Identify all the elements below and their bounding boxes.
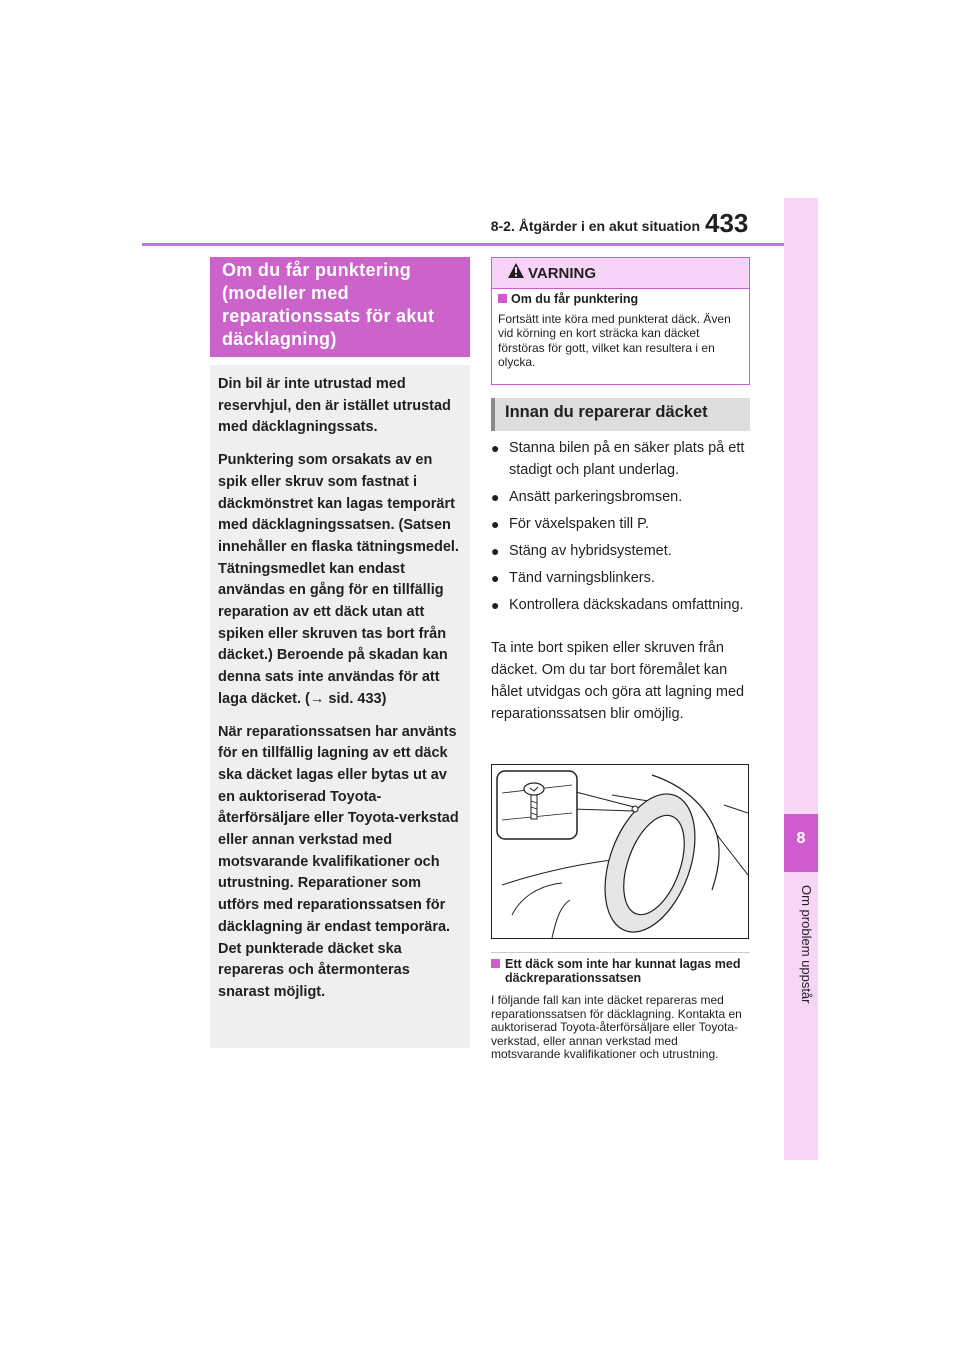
note-text: I följande fall kan inte däcket repareras med reparationssatsen för däcklagning. Kontakta en auktoriserad Toyota-återförsäljare eller Toyota-verkstad, eller annan verkstad med motsvarande kvalifikationer och utrustning. bbox=[491, 993, 742, 1062]
bullet-icon: ● bbox=[491, 570, 500, 586]
warning-text: Fortsätt inte köra med punkterat däck. Även vid körning en kort sträcka kan däcket förstöras för gott, vilket kan resultera i en olycka. bbox=[498, 312, 731, 370]
list-item-text: Tänd varningsblinkers. bbox=[509, 570, 655, 586]
warning-triangle-icon bbox=[508, 263, 524, 283]
step-list bbox=[491, 437, 750, 621]
info-box bbox=[210, 365, 470, 1048]
square-bullet-icon bbox=[498, 294, 507, 303]
warning-box bbox=[491, 257, 750, 385]
square-bullet-icon bbox=[491, 959, 500, 968]
bullet-icon: ● bbox=[491, 440, 500, 456]
info-paragraph: Din bil är inte utrustad med reservhjul, den är istället utrustad med däcklagningssats. bbox=[218, 376, 451, 436]
warning-label: VARNING bbox=[528, 265, 597, 282]
note-heading-text: Ett däck som inte har kunnat lagas med däckreparationssatsen bbox=[505, 957, 741, 985]
list-item bbox=[491, 513, 750, 535]
chapter-label: Om problem uppstår bbox=[799, 885, 814, 1004]
warning-subheading-text: Om du får punktering bbox=[511, 292, 639, 306]
list-item bbox=[491, 486, 750, 508]
section-title: 8-2. Åtgärder i en akut situation bbox=[490, 218, 700, 234]
bullet-icon: ● bbox=[491, 597, 500, 613]
list-item-text: Stäng av hybridsystemet. bbox=[509, 543, 672, 559]
note-heading bbox=[491, 957, 750, 985]
list-item-text: Ansätt parkeringsbromsen. bbox=[509, 489, 683, 505]
list-item bbox=[491, 540, 750, 562]
divider bbox=[491, 952, 750, 953]
instruction-paragraph: Ta inte bort spiken eller skruven från däcket. Om du tar bort föremålet kan hålet utvidgas och göra att lagning med reparationssatsen blir omöjlig. bbox=[491, 640, 745, 722]
list-item-text: För växelspaken till P. bbox=[509, 516, 649, 532]
chapter-number: 8 bbox=[796, 830, 806, 847]
list-item bbox=[491, 567, 750, 589]
page-number: 433 bbox=[705, 208, 749, 238]
bullet-icon: ● bbox=[491, 516, 500, 532]
section-heading: Innan du reparerar däcket bbox=[491, 398, 750, 431]
warning-header bbox=[492, 258, 749, 289]
list-item bbox=[491, 594, 750, 616]
warning-subheading bbox=[498, 292, 638, 306]
tire-drawing bbox=[492, 765, 748, 938]
bullet-icon: ● bbox=[491, 543, 500, 559]
left-section-title: Om du får punktering (modeller med reparationssats för akut däcklagning) bbox=[210, 257, 470, 357]
list-item-text: Stanna bilen på en säker plats på ett stadigt och plant underlag. bbox=[509, 440, 745, 478]
tire-nail-illustration bbox=[491, 764, 749, 939]
info-paragraph: När reparationssatsen har använts för en tillfällig lagning av ett däck ska däcket lagas eller bytas ut av en auktoriserad Toyota-återförsäljare eller Toyota-verkstad eller annan verkstad med motsvarande kvalifikationer och utrustning. Reparationer som utförs med reparationssatsen för däcklagning är endast temporära. Det punkterade däcket ska repareras och återmonteras snarast möjligt. bbox=[218, 723, 459, 1000]
list-item-text: Kontrollera däckskadans omfattning. bbox=[509, 597, 744, 613]
header-rule bbox=[142, 243, 784, 246]
list-item bbox=[491, 437, 750, 481]
info-paragraph: Punktering som orsakats av en spik eller skruv som fastnat i däckmönstret kan lagas temporärt med däcklagningssatsen. (Satsen innehåller en flaska tätningsmedel. Tätningsmedlet kan endast användas en gång för en tillfällig reparation av ett däck utan att spiken eller skruven tas bort från däcket.) Beroende på skadan kan denna sats inte användas för att laga däcket. (→ sid. 433) bbox=[218, 452, 459, 707]
bullet-icon: ● bbox=[491, 489, 500, 505]
